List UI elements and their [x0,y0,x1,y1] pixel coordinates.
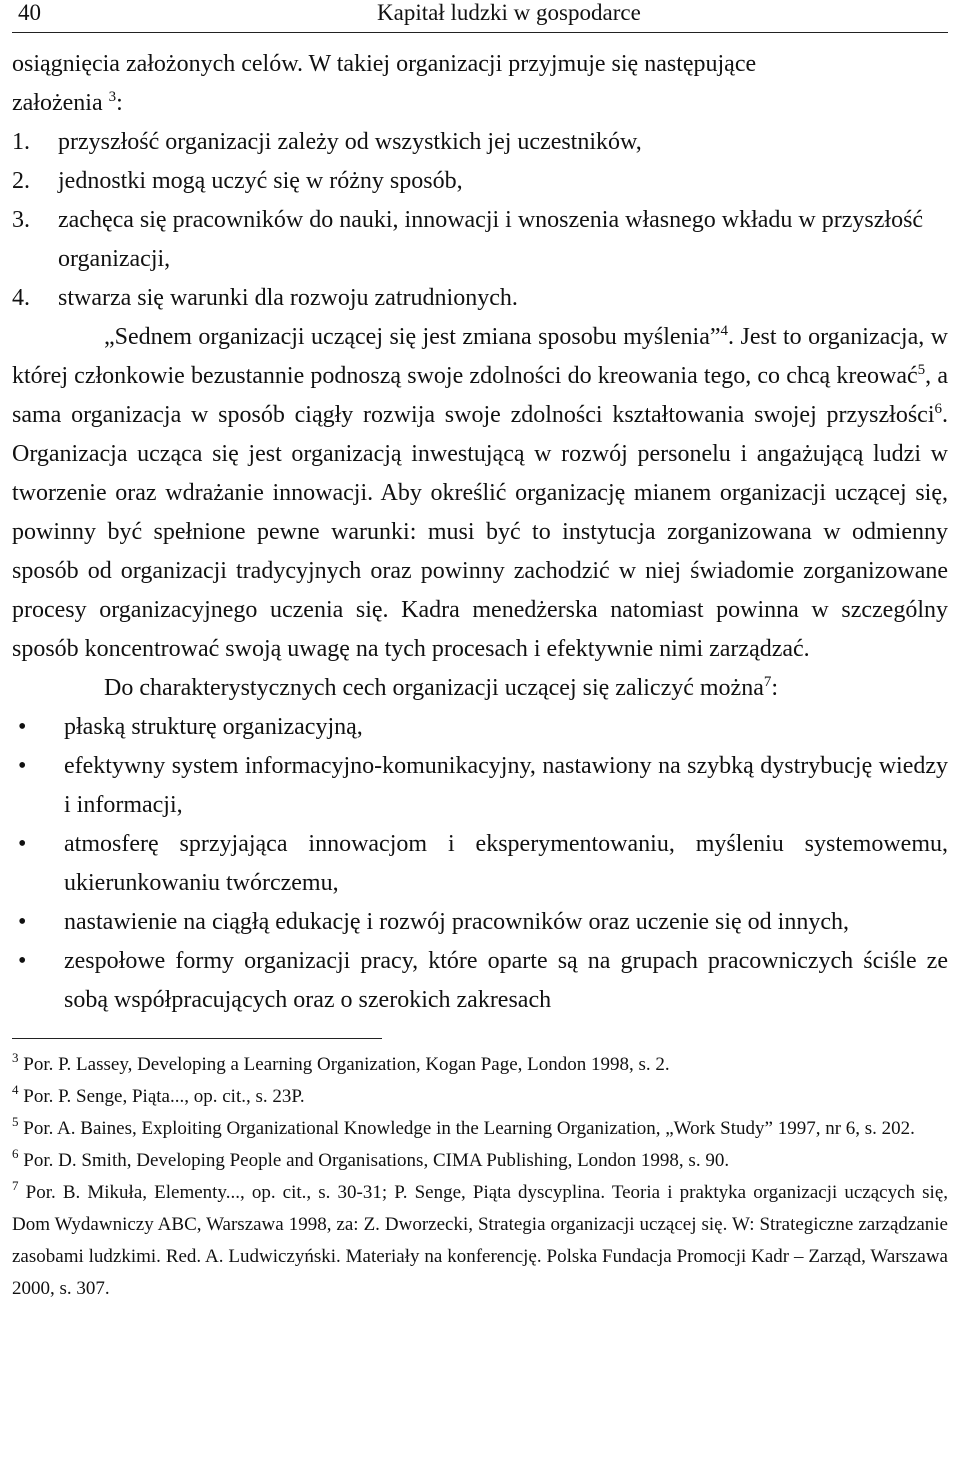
list-number: 2. [12,168,30,194]
footnote-text: Por. P. Lassey, Developing a Learning Organization, Kogan Page, London 1998, s. 2. [23,1054,670,1075]
footnote-number: 3 [12,1050,19,1065]
footnote-text: Por. A. Baines, Exploiting Organizational Knowledge in the Learning Organization, „Work Study” 1997, nr 6, s. 202. [23,1118,915,1139]
footnote-number: 4 [12,1082,19,1097]
list-text: przyszłość organizacji zależy od wszystkich jej uczestników, [58,129,642,155]
list-item [12,201,948,279]
paragraph-text: , a sama organizacja w sposób ciągły rozwija swoje zdolności kształtowania swojej przyszłości [12,363,949,428]
footnote [12,1081,948,1113]
list-text: zachęca się pracowników do nauki, innowacji i wnoszenia własnego wkładu w przyszłość organizacji, [58,207,924,272]
footnote-number: 6 [12,1146,19,1161]
list-number: 3. [12,207,30,233]
list-text: efektywny system informacyjno-komunikacyjny, nastawiony na szybką dystrybucję wiedzy i informacji, [64,753,948,818]
list-item [12,123,948,162]
page-number: 40 [18,0,41,25]
list-item [12,903,948,942]
footnote-text: Por. D. Smith, Developing People and Organisations, CIMA Publishing, London 1998, s. 90. [23,1150,730,1171]
body-paragraph [12,669,948,708]
paragraph-text: . Jest to organizacja, w której członkowie bezustannie podnoszą swoje zdolności do kreowania tego, co chcą kreować [12,324,949,389]
footnote-divider [12,1038,382,1039]
list-item [12,708,948,747]
intro-line: założenia [12,90,109,116]
intro-colon: : [116,90,123,116]
footnote [12,1177,948,1305]
list-text: płaską strukturę organizacyjną, [64,714,363,740]
list-number: 1. [12,129,30,155]
paragraph-text: Do charakterystycznych cech organizacji uczącej się zaliczyć można [104,675,764,701]
footnote-ref: 4 [720,323,729,339]
main-text [12,45,948,1020]
list-text: nastawienie na ciągłą edukację i rozwój pracowników oraz uczenie się od innych, [64,909,850,935]
footnote-text: Por. P. Senge, Piąta..., op. cit., s. 23P. [23,1086,305,1107]
footnotes [12,1049,948,1305]
list-item [12,279,948,318]
paragraph-text: : [771,675,779,701]
list-text: atmosferę sprzyjająca innowacjom i eksperymentowaniu, myśleniu systemowemu, ukierunkowaniu twórczemu, [64,831,948,896]
numbered-list [12,123,948,318]
footnote-ref: 7 [763,674,772,690]
list-text: jednostki mogą uczyć się w różny sposób, [58,168,463,194]
body-paragraph [12,318,948,669]
list-text: stwarza się warunki dla rozwoju zatrudnionych. [58,285,518,311]
footnote [12,1049,948,1081]
paragraph-text: „Sednem organizacji uczącej się jest zmiana sposobu myślenia” [104,324,721,350]
bullet-icon: • [18,714,27,740]
paragraph-text: . Organizacja ucząca się jest organizacją inwestującą w rozwój personelu i angażującą ludzi w tworzenie oraz wdrażanie innowacji. Aby określić organizację mianem organizacji uczącej się, powinny być spełnione pewne warunki: musi być to instytucja zorganizowana w odmienny sposób od organizacji tradycyjnych oraz powinny zachodzić w niej świadomie zorganizowane procesy organizacyjnego uczenia się. Kadra menedżerska natomiast powinna w szczególny sposób koncentrować swoją uwagę na tych procesach i efektywnie nimi zarządzać. [12,402,948,662]
footnote-ref: 6 [934,401,942,417]
footnote [12,1145,948,1177]
list-text: zespołowe formy organizacji pracy, które oparte są na grupach pracowniczych ściśle ze sobą współpracujących oraz o szerokich zakresach [64,948,948,1013]
footnote [12,1113,948,1145]
running-title: Kapitał ludzki w gospodarce [377,0,641,25]
footnote-text: Por. B. Mikuła, Elementy..., op. cit., s. 30-31; P. Senge, Piąta dyscyplina. Teoria i praktyka organizacji uczących się, Dom Wydawniczy ABC, Warszawa 1998, za: Z. Dworzecki, Strategia organizacji uczącej się. W: Strategiczne zarządzanie zasobami ludzkimi. Red. A. Ludwiczyński. Materiały na konferencję. Polska Fundacja Promocji Kadr – Zarząd, Warszawa 2000, s. 307. [12,1182,949,1299]
list-number: 4. [12,285,30,311]
bullet-icon: • [18,831,27,857]
list-item [12,747,948,825]
list-item [12,942,948,1020]
list-item [12,825,948,903]
bullet-icon: • [18,753,27,779]
bullet-icon: • [18,909,27,935]
bullet-list [12,708,948,1020]
footnote-number: 5 [12,1114,19,1129]
footnote-ref: 5 [917,362,926,378]
intro-line: osiągnięcia założonych celów. W takiej organizacji przyjmuje się następujące [12,51,757,77]
bullet-icon: • [18,948,27,974]
running-header [12,0,948,33]
footnote-ref: 3 [108,89,117,105]
intro-paragraph [12,45,948,123]
footnote-number: 7 [12,1178,19,1193]
list-item [12,162,948,201]
